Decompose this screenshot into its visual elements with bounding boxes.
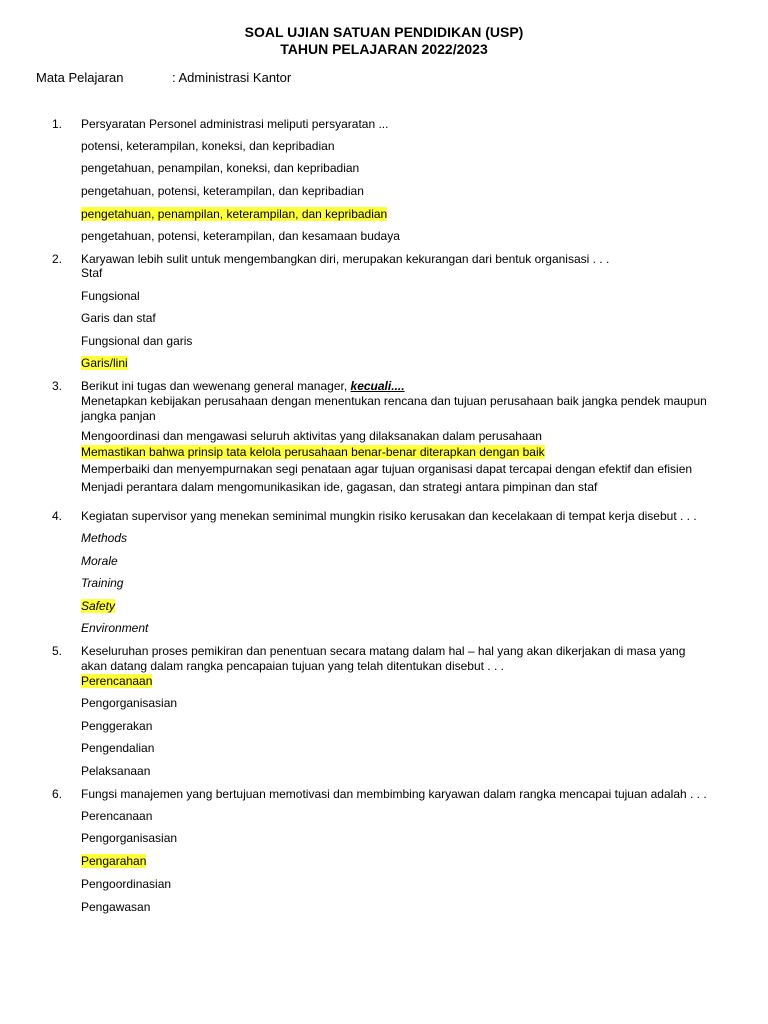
answer-highlight: Perencanaan [81,674,153,688]
option: Pengawasan [81,900,151,914]
option-answer [81,674,152,689]
question-number: 3. [52,379,63,393]
option: Penggerakan [81,719,153,733]
option: Pengoordinasian [81,877,172,891]
question-number: 6. [52,787,63,801]
option-answer [81,207,387,222]
question-text-line2: akan datang dalam rangka pencapaian tujuan yang telah ditentukan disebut . . . [81,659,504,673]
answer-highlight: pengetahuan, penampilan, keterampilan, dan kepribadian [81,207,388,221]
option: Mengoordinasi dan mengawasi seluruh aktivitas yang dilaksanakan dalam perusahaan [81,429,542,443]
option-answer [81,445,545,460]
option: Pengendalian [81,741,155,755]
subject-label: Mata Pelajaran [36,70,124,85]
question-text: Karyawan lebih sulit untuk mengembangkan diri, merupakan kekurangan dari bentuk organisasi . . . [81,252,610,266]
option: Environment [81,621,149,635]
question-text: Fungsi manajemen yang bertujuan memotivasi dan membimbing karyawan dalam rangka mencapai tujuan adalah . . . [81,787,707,801]
option: Methods [81,531,128,545]
answer-highlight: Safety [81,599,116,613]
option: Training [81,576,124,590]
question-number: 5. [52,644,63,658]
option: Staf [81,266,103,280]
option-answer [81,854,146,869]
question-text-line1: Keseluruhan proses pemikiran dan penentuan secara matang dalam hal – hal yang akan dikerjakan di masa yang [81,644,686,658]
option: Menjadi perantara dalam mengomunikasikan ide, gagasan, dan strategi antara pimpinan dan staf [81,480,598,494]
question-stem: Berikut ini tugas dan wewenang general manager, [81,379,348,393]
option: Pengorganisasian [81,831,178,845]
question-text: Persyaratan Personel administrasi meliputi persyaratan ... [81,117,389,131]
question-text: Kegiatan supervisor yang menekan seminimal mungkin risiko kerusakan dan kecelakaan di tempat kerja disebut . . . [81,509,697,523]
option: Fungsional [81,289,140,303]
question-emphasis: kecuali.... [350,379,405,393]
option: pengetahuan, potensi, keterampilan, dan kesamaan budaya [81,229,400,243]
answer-highlight: Memastikan bahwa prinsip tata kelola perusahaan benar-benar diterapkan dengan baik [81,445,545,459]
option: pengetahuan, potensi, keterampilan, dan kepribadian [81,184,364,198]
subject-value: : Administrasi Kantor [172,70,292,85]
option-answer [81,356,128,371]
option-answer [81,599,115,614]
option: Perencanaan [81,809,153,823]
exam-title: SOAL UJIAN SATUAN PENDIDIKAN (USP) [244,24,524,40]
option: Morale [81,554,118,568]
question-text [81,379,405,394]
option: Pelaksanaan [81,764,151,778]
option: Menetapkan kebijakan perusahaan dengan menentukan rencana dan tujuan perusahaan baik jangka pendek maupun jangka panjan [81,394,707,423]
option: Garis dan staf [81,311,156,325]
option: potensi, keterampilan, koneksi, dan kepribadian [81,139,335,153]
option: Fungsional dan garis [81,334,193,348]
option: Pengorganisasian [81,696,178,710]
answer-highlight: Pengarahan [81,854,147,868]
answer-highlight: Garis/lini [81,356,128,370]
question-number: 1. [52,117,63,131]
academic-year: TAHUN PELAJARAN 2022/2023 [280,41,488,57]
question-number: 2. [52,252,63,266]
question-number: 4. [52,509,63,523]
option: pengetahuan, penampilan, koneksi, dan kepribadian [81,161,360,175]
option: Memperbaiki dan menyempurnakan segi penataan agar tujuan organisasi dapat tercapai dengan efektif dan efisien [81,462,693,476]
